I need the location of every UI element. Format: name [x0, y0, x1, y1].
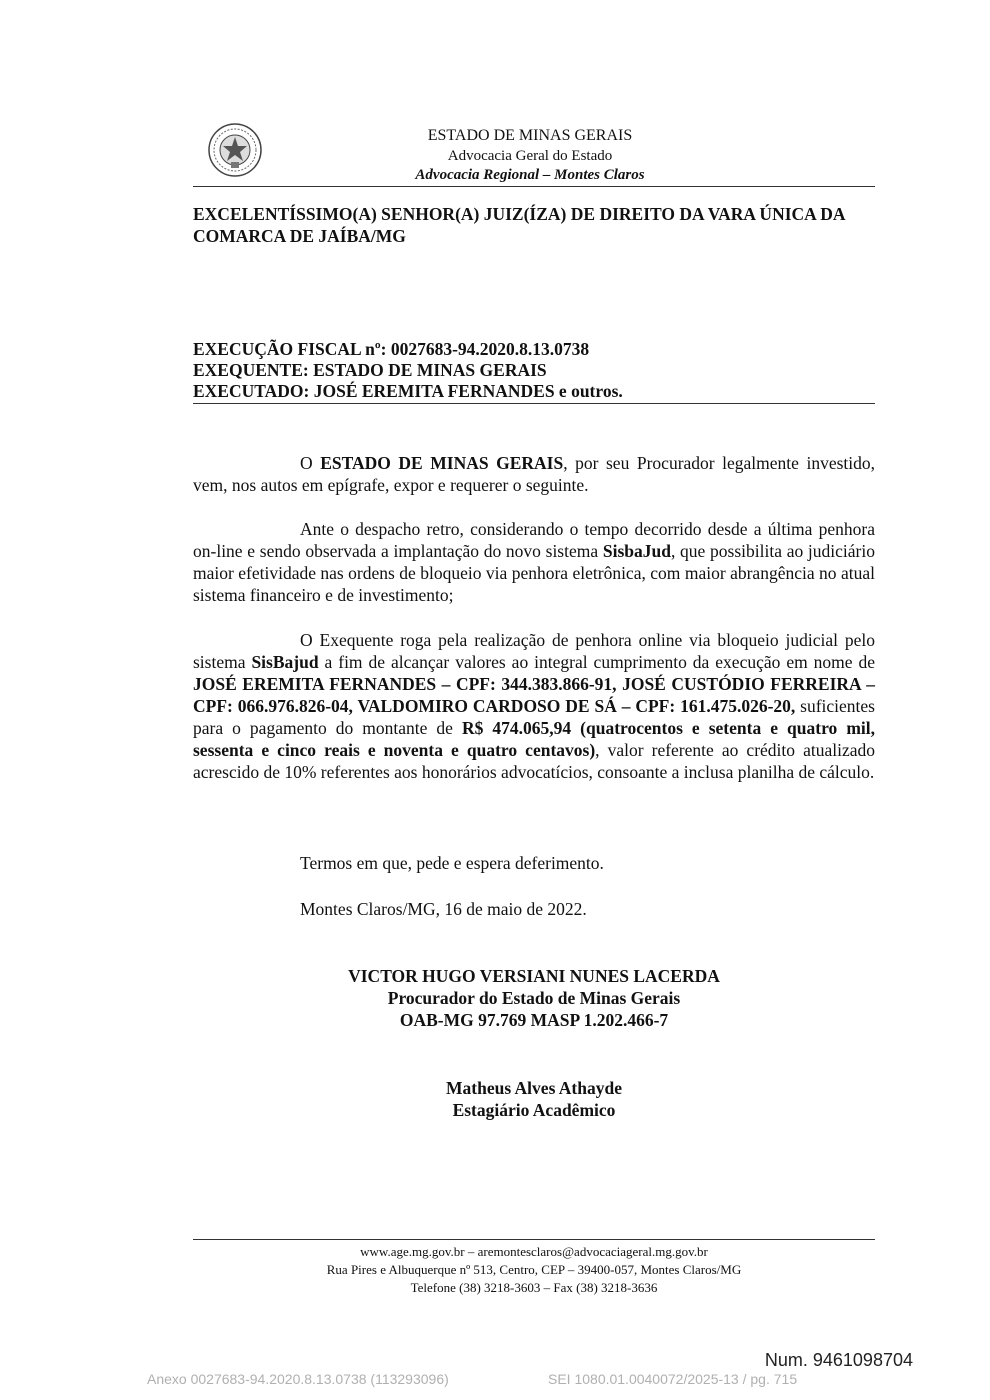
footer	[193, 1243, 875, 1297]
footer-web: www.age.mg.gov.br – aremontesclaros@advocaciageral.mg.gov.br	[360, 1244, 708, 1259]
footer-phone: Telefone (38) 3218-3603 – Fax (38) 3218-3636	[410, 1280, 658, 1295]
paragraph-3: O Exequente roga pela realização de penhora online via bloqueio judicial pelo sistema SisBajud a fim de alcançar valores ao integral cumprimento da execução em nome de JOSÉ EREMITA FERNANDES – CPF: 344.383.866-91, JOSÉ CUSTÓDIO FERREIRA – CPF: 066.976.826-04, VALDOMIRO CARDOSO DE SÁ – CPF: 161.475.026-20, suficientes para o pagamento do montante de R$ 474.065,94 (quatrocentos e setenta e quatro mil, sessenta e cinco reais e noventa e quatro centavos), valor referente ao crédito atualizado acrescido de 10% referentes aos honorários advocatícios, consoante a inclusa planilha de cálculo.	[193, 630, 875, 782]
intern-name: Matheus Alves Athayde	[446, 1078, 622, 1098]
state-coat-of-arms-icon	[207, 122, 263, 178]
case-exequente: EXEQUENTE: ESTADO DE MINAS GERAIS	[193, 360, 547, 380]
paragraph-1: O ESTADO DE MINAS GERAIS, por seu Procurador legalmente investido, vem, nos autos em epígrafe, expor e requerer o seguinte.	[193, 453, 875, 495]
document-number: Num. 9461098704	[764, 1350, 913, 1370]
header-regional: Advocacia Regional – Montes Claros	[415, 167, 645, 183]
intern-block	[193, 1077, 875, 1121]
signer-name: VICTOR HUGO VERSIANI NUNES LACERDA	[348, 966, 720, 986]
case-executado: EXECUTADO: JOSÉ EREMITA FERNANDES e outros.	[193, 381, 623, 401]
footer-address: Rua Pires e Albuquerque nº 513, Centro, CEP – 39400-057, Montes Claros/MG	[326, 1262, 742, 1277]
header-agency: Advocacia Geral do Estado	[447, 148, 613, 164]
annex-stamp: Anexo 0027683-94.2020.8.13.0738 (113293096)	[147, 1371, 449, 1387]
case-info	[193, 339, 875, 402]
date-line: Montes Claros/MG, 16 de maio de 2022.	[300, 899, 587, 919]
header-state: ESTADO DE MINAS GERAIS	[427, 127, 633, 144]
case-number: EXECUÇÃO FISCAL nº: 0027683-94.2020.8.13.0738	[193, 339, 590, 359]
closing: Termos em que, pede e espera deferimento.	[300, 853, 604, 873]
signer-role: Procurador do Estado de Minas Gerais	[387, 988, 681, 1008]
signature-block	[193, 965, 875, 1031]
intern-role: Estagiário Acadêmico	[452, 1100, 616, 1120]
header-divider	[193, 186, 875, 187]
sei-stamp: SEI 1080.01.0040072/2025-13 / pg. 715	[548, 1371, 798, 1387]
case-divider	[193, 403, 875, 404]
footer-divider	[193, 1239, 875, 1240]
signer-registration: OAB-MG 97.769 MASP 1.202.466-7	[399, 1010, 669, 1030]
paragraph-2: Ante o despacho retro, considerando o tempo decorrido desde a última penhora on-line e sendo observada a implantação do novo sistema SisbaJud, que possibilita ao judiciário maior efetividade nas ordens de bloqueio via penhora eletrônica, com maior abrangência no atual sistema financeiro e de investimento;	[193, 519, 875, 605]
addressee: EXCELENTÍSSIMO(A) SENHOR(A) JUIZ(ÍZA) DE DIREITO DA VARA ÚNICA DA COMARCA DE JAÍBA/MG	[193, 204, 845, 246]
